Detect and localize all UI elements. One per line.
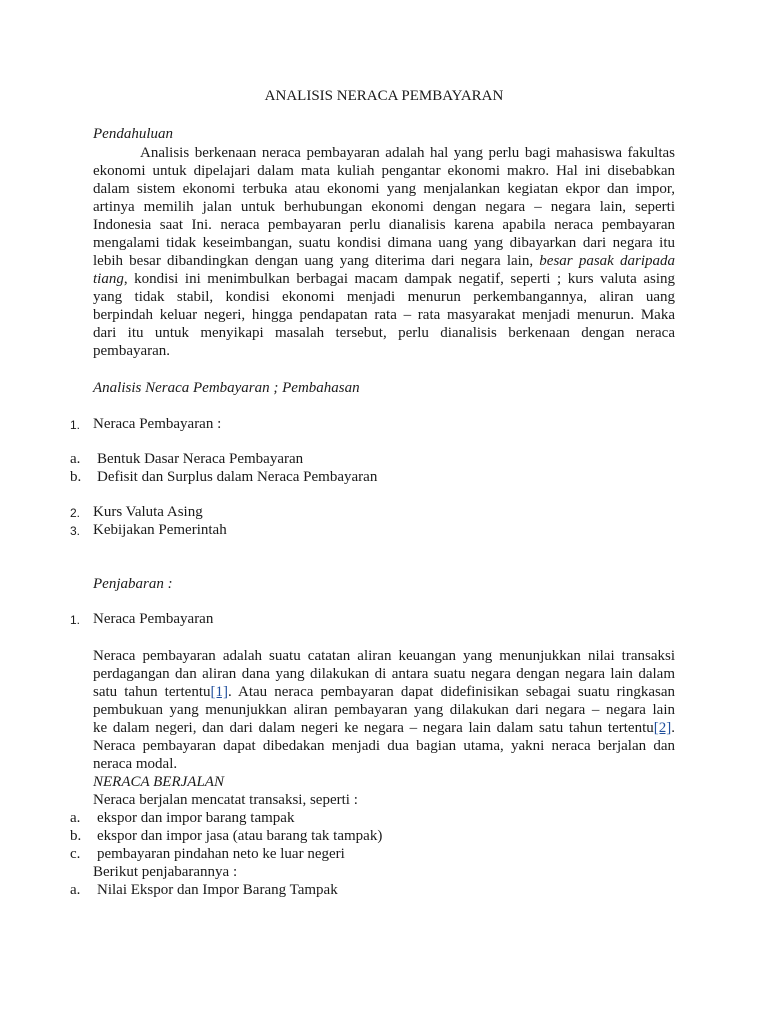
transaction-marker-b: b.	[70, 828, 82, 844]
definition-line-4: pembukuan yang menunjukkan aliran pembayaran yang dilakukan dari negara – negara lain	[93, 702, 675, 718]
intro-line-7-normal: lebih besar dibandingkan dengan uang yang diterima dari negara lain,	[93, 253, 540, 269]
followup-text: Berikut penjabarannya :	[93, 864, 238, 880]
definition-line-5-text: ke dalam negeri, dan dari dalam negeri ke negara – negara lain dalam satu tahun tertentu	[93, 720, 654, 736]
intro-line-1: Analisis berkenaan neraca pembayaran adalah hal yang perlu bagi mahasiswa fakultas	[140, 145, 675, 161]
definition-line-5	[93, 719, 675, 737]
outline-item-1: Neraca Pembayaran :	[93, 416, 222, 432]
footnote-ref-2-link[interactable]: [2]	[653, 720, 672, 736]
penjabaran-number-1: 1.	[70, 613, 81, 627]
definition-line-6: Neraca pembayaran dapat dibedakan menjadi dua bagian utama, yakni neraca berjalan dan	[93, 738, 675, 754]
transaction-marker-c: c.	[70, 846, 81, 862]
outline-number-1: 1.	[70, 418, 81, 432]
outline-item-2: Kurs Valuta Asing	[93, 504, 203, 520]
outline-number-2: 2.	[70, 506, 81, 520]
outline-sub-b-marker: b.	[70, 469, 82, 485]
transaction-item-a: ekspor dan impor barang tampak	[97, 810, 295, 826]
definition-line-3-rest: . Atau neraca pembayaran dapat didefinisikan sebagai suatu ringkasan	[228, 684, 675, 700]
transaction-item-c: pembayaran pindahan neto ke luar negeri	[97, 846, 345, 862]
outline-number-3: 3.	[70, 524, 81, 538]
outline-sub-a: Bentuk Dasar Neraca Pembayaran	[97, 451, 304, 467]
outline-sub-b: Defisit dan Surplus dalam Neraca Pembayaran	[97, 469, 378, 485]
intro-line-7	[93, 252, 675, 270]
intro-line-4: artinya memilih jalan untuk berhubungan ekonomi dengan negara – negara lain, seperti	[93, 199, 675, 215]
intro-line-8-normal: , kondisi ini menimbulkan berbagai macam dampak negatif, seperti ; kurs valuta asing	[123, 271, 675, 287]
intro-line-8	[93, 270, 675, 288]
document-title: ANALISIS NERACA PEMBAYARAN	[264, 88, 504, 104]
definition-line-3	[93, 683, 675, 701]
intro-line-10: berpindah keluar negeri, hingga pendapatan rata – rata masyarakat menjadi menurun. Maka	[93, 307, 675, 323]
footnote-ref-1-link[interactable]: [1]	[210, 684, 228, 700]
intro-proverb-part-1: besar pasak daripada	[539, 253, 675, 269]
last-item-marker: a.	[70, 882, 81, 898]
intro-line-9: yang tidak stabil, kondisi ekonomi menjadi menurun perkembangannya, aliran uang	[93, 289, 675, 305]
penjabaran-item-1: Neraca Pembayaran	[93, 611, 214, 627]
outline-sub-a-marker: a.	[70, 451, 81, 467]
section-heading: Analisis Neraca Pembayaran ; Pembahasan	[93, 380, 360, 396]
intro-line-6: mengalami tidak keseimbangan, suatu kondisi dimana uang yang dibayarkan dari negara itu	[93, 235, 675, 251]
transaction-marker-a: a.	[70, 810, 81, 826]
definition-line-1: Neraca pembayaran adalah suatu catatan aliran keuangan yang menunjukkan nilai transaksi	[93, 648, 675, 664]
neraca-berjalan-desc: Neraca berjalan mencatat transaksi, seperti :	[93, 792, 358, 808]
intro-line-12: pembayaran.	[93, 343, 171, 359]
intro-proverb-part-2: tiang	[93, 271, 124, 287]
last-item: Nilai Ekspor dan Impor Barang Tampak	[97, 882, 338, 898]
transaction-item-b: ekspor dan impor jasa (atau barang tak tampak)	[97, 828, 383, 844]
intro-heading: Pendahuluan	[93, 126, 173, 142]
definition-line-5-end: .	[671, 720, 675, 736]
definition-line-3-text: satu tahun tertentu	[93, 684, 211, 700]
intro-line-5: Indonesia saat Ini. neraca pembayaran perlu dianalisis karena apabila neraca pembayaran	[93, 217, 675, 233]
penjabaran-heading: Penjabaran :	[93, 576, 173, 592]
intro-line-3: dalam sistem ekonomi terbuka atau ekonomi yang menjalankan kegiatan ekpor dan impor,	[93, 181, 675, 197]
intro-line-11: dari itu untuk menyikapi masalah tersebut, perlu dianalisis berkenaan dengan neraca	[93, 325, 675, 341]
neraca-berjalan-heading: NERACA BERJALAN	[93, 774, 224, 790]
definition-line-7: neraca modal.	[93, 756, 178, 772]
intro-line-2: ekonomi untuk dipelajari dalam mata kuliah pengantar ekonomi makro. Hal ini disebabkan	[93, 163, 675, 179]
outline-item-3: Kebijakan Pemerintah	[93, 522, 227, 538]
definition-line-2: perdagangan dan aliran dana yang dilakukan di antara suatu negara dengan negara lain dalam	[93, 666, 675, 682]
